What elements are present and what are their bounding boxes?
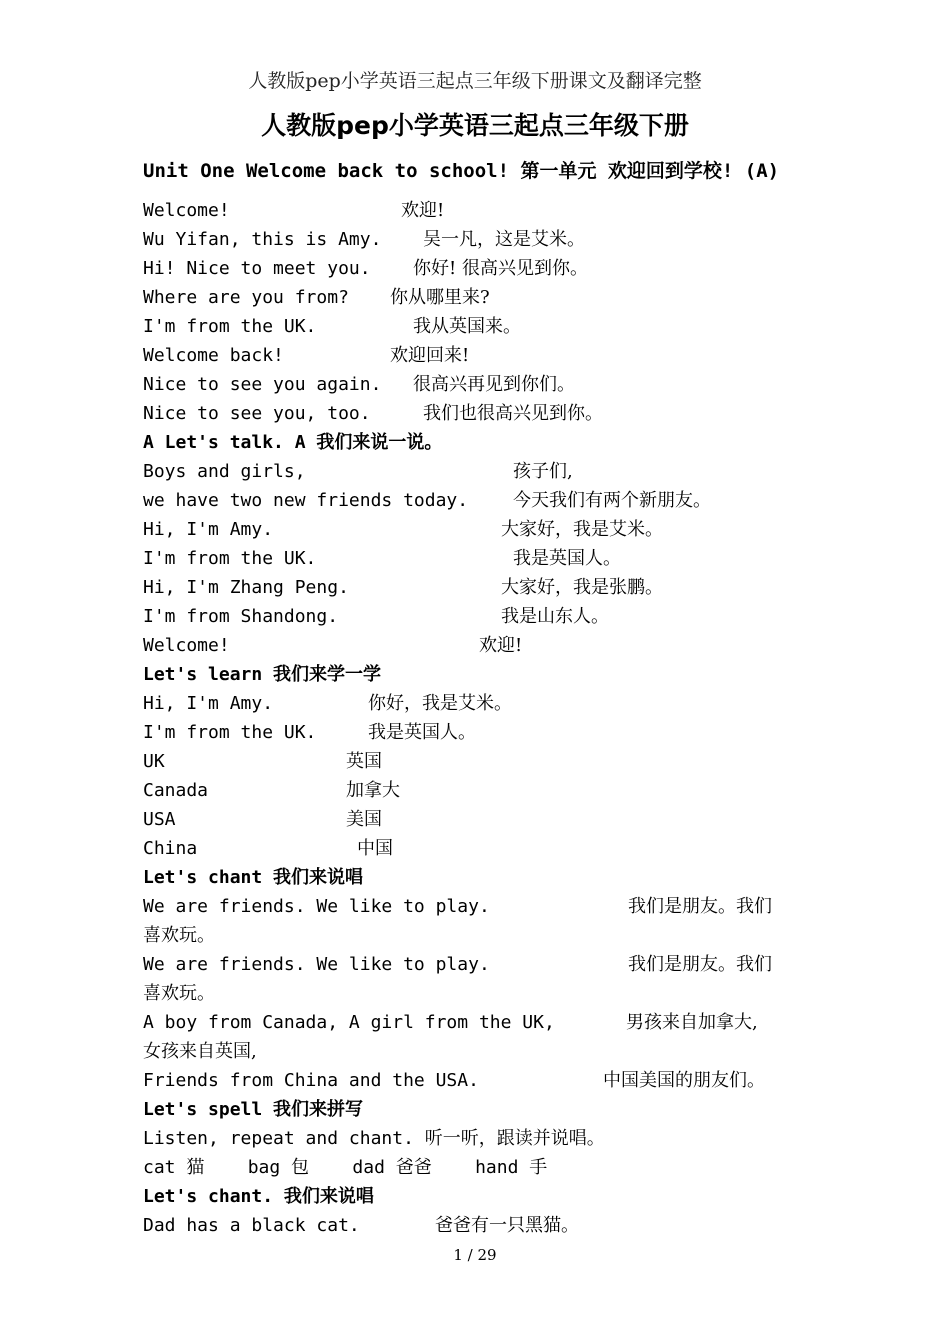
chinese-text: 我是英国人。 [513, 548, 621, 569]
dialog-line [143, 515, 823, 544]
chinese-text-continued: 喜欢玩。 [143, 983, 215, 1004]
chinese-text: 欢迎! [401, 200, 445, 221]
chant-line [143, 1066, 823, 1095]
english-text: Welcome! [143, 635, 230, 656]
english-text: I'm from the UK. [143, 722, 317, 743]
chinese-text: 我从英国来。 [413, 316, 521, 337]
chinese-text: 吴一凡，这是艾米。 [423, 229, 585, 250]
chant-line [143, 1211, 823, 1240]
english-text: I'm from the UK. [143, 316, 317, 337]
english-text: Hi, I'm Zhang Peng. [143, 577, 349, 598]
vocab-line [143, 805, 823, 834]
vocab-line [143, 747, 823, 776]
vocab-line [143, 689, 823, 718]
unit-heading: Unit One Welcome back to school! 第一单元 欢迎回到学校! (A) [143, 160, 780, 182]
chant-line [143, 892, 823, 950]
dialog-line [143, 486, 823, 515]
english-text: Hi, I'm Amy. [143, 693, 274, 714]
dialog-line [143, 312, 823, 341]
chinese-text: 欢迎回来! [390, 345, 470, 366]
chinese-text: 孩子们, [513, 461, 573, 482]
dialog-line [143, 631, 823, 660]
dialog-line [143, 399, 823, 428]
english-text: China [143, 838, 198, 859]
english-text: Friends from China and the USA. [143, 1070, 479, 1091]
english-text: Nice to see you, too. [143, 403, 371, 424]
vocab-line [143, 834, 823, 863]
english-text: Where are you from? [143, 287, 349, 308]
dialog-line [143, 341, 823, 370]
english-text: Dad has a black cat. [143, 1215, 360, 1236]
dialog-line [143, 196, 823, 225]
chinese-text: 大家好，我是艾米。 [501, 519, 663, 540]
english-text: Hi, I'm Amy. [143, 519, 274, 540]
dialog-line [143, 225, 823, 254]
english-text: We are friends. We like to play. [143, 896, 490, 917]
chinese-text: 美国 [346, 809, 382, 830]
english-text: Hi! Nice to meet you. [143, 258, 371, 279]
vocab-line [143, 718, 823, 747]
vocab-line [143, 776, 823, 805]
english-text: Canada [143, 780, 209, 801]
spell-words: cat 猫 bag 包 dad 爸爸 hand 手 [143, 1157, 548, 1178]
chant-line [143, 950, 823, 1008]
chinese-text: 今天我们有两个新朋友。 [513, 490, 711, 511]
page-header: 人教版pep小学英语三起点三年级下册课文及翻译完整 [248, 70, 702, 92]
section-heading-talk: A Let's talk. A 我们来说一说。 [143, 432, 443, 453]
page-number: 1 / 29 [453, 1246, 497, 1264]
section-heading-chant: Let's chant 我们来说唱 [143, 867, 364, 888]
chinese-text: 中国 [357, 838, 393, 859]
english-text: I'm from Shandong. [143, 606, 339, 627]
chinese-text: 大家好，我是张鹏。 [501, 577, 663, 598]
english-text: Welcome! [143, 200, 230, 221]
english-text: Welcome back! [143, 345, 284, 366]
chinese-text: 你好! 很高兴见到你。 [413, 258, 588, 279]
chinese-text: 加拿大 [346, 780, 400, 801]
chinese-text: 男孩来自加拿大, [626, 1012, 758, 1033]
chinese-text-continued: 喜欢玩。 [143, 925, 215, 946]
english-text: Boys and girls, [143, 461, 306, 482]
chinese-text: 欢迎! [479, 635, 523, 656]
dialog-line [143, 457, 823, 486]
english-text: Wu Yifan, this is Amy. [143, 229, 382, 250]
chinese-text: 我是英国人。 [368, 722, 476, 743]
page-title: 人教版pep小学英语三起点三年级下册 [261, 111, 689, 140]
chinese-text: 你好，我是艾米。 [368, 693, 512, 714]
chinese-text: 中国美国的朋友们。 [603, 1070, 765, 1091]
english-text: Nice to see you again. [143, 374, 382, 395]
english-text: I'm from the UK. [143, 548, 317, 569]
chinese-text: 我们是朋友。我们 [628, 896, 772, 917]
section-heading-spell: Let's spell 我们来拼写 [143, 1099, 364, 1120]
english-text: UK [143, 751, 165, 772]
spell-instruction: Listen, repeat and chant. 听一听，跟读并说唱。 [143, 1128, 605, 1149]
dialog-line [143, 602, 823, 631]
dialog-line [143, 544, 823, 573]
dialog-line [143, 254, 823, 283]
chinese-text: 你从哪里来? [390, 287, 490, 308]
english-text: A boy from Canada, A girl from the UK, [143, 1012, 555, 1033]
english-text: We are friends. We like to play. [143, 954, 490, 975]
lesson-content [143, 196, 823, 1240]
section-heading-chant-2: Let's chant. 我们来说唱 [143, 1186, 374, 1207]
chinese-text: 我是山东人。 [501, 606, 609, 627]
chinese-text: 爸爸有一只黑猫。 [435, 1215, 579, 1236]
chinese-text: 英国 [346, 751, 382, 772]
section-heading-learn: Let's learn 我们来学一学 [143, 664, 382, 685]
chant-line [143, 1008, 823, 1066]
chinese-text-continued: 女孩来自英国, [143, 1041, 257, 1062]
chinese-text: 很高兴再见到你们。 [413, 374, 575, 395]
chinese-text: 我们也很高兴见到你。 [423, 403, 603, 424]
english-text: we have two new friends today. [143, 490, 469, 511]
chinese-text: 我们是朋友。我们 [628, 954, 772, 975]
english-text: USA [143, 809, 176, 830]
dialog-line [143, 370, 823, 399]
dialog-line [143, 283, 823, 312]
dialog-line [143, 573, 823, 602]
